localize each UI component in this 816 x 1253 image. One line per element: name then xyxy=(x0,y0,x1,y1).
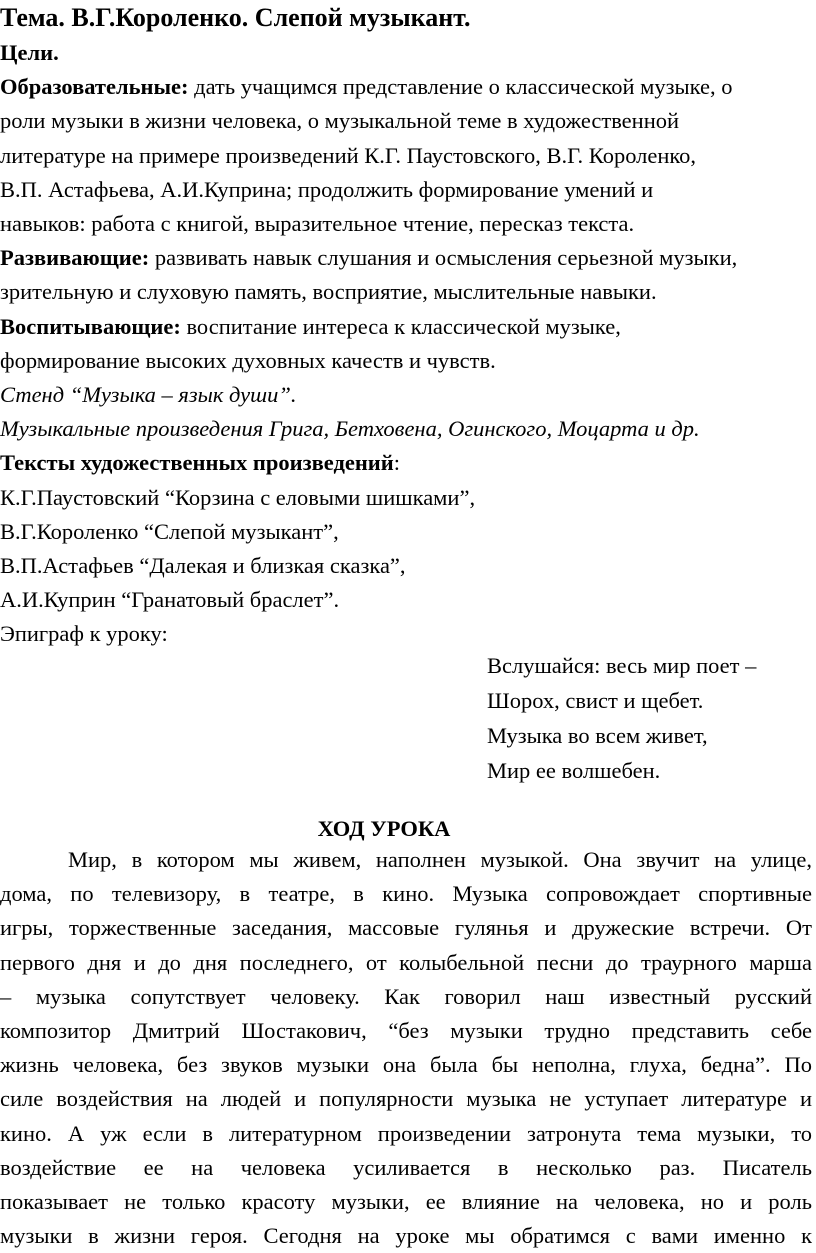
lesson-heading: ХОД УРОКА xyxy=(317,816,451,841)
texts-heading xyxy=(0,446,812,480)
upb-goal-text: воспитание интереса к классической музыке, xyxy=(180,313,621,339)
dev-goal-label: Развивающие: xyxy=(0,245,150,271)
dev-goal-text: развивать навык слушания и осмысления серьезной музыки, xyxy=(149,245,738,271)
body-line: Мир, в котором мы живем, наполнен музыкой. Она звучит на улице, xyxy=(68,847,812,872)
upb-goal-label: Воспитывающие: xyxy=(0,313,181,339)
work-item: В.П.Астафьев “Далекая и близкая сказка”, xyxy=(0,553,406,579)
epigraph-line: Шорох, свист и щебет. xyxy=(487,688,704,713)
upb-goal-line-2: формирование высоких духовных качеств и чувств. xyxy=(0,347,496,373)
equipment-stand: Стенд “Музыка – язык души”. xyxy=(0,382,297,408)
lesson-body xyxy=(0,843,812,1253)
work-item: К.Г.Паустовский “Корзина с еловыми шишками”, xyxy=(0,484,476,510)
epigraph-label: Эпиграф к уроку: xyxy=(0,621,168,647)
epigraph-line: Музыка во всем живет, xyxy=(487,723,708,748)
texts-colon: : xyxy=(393,450,400,476)
work-item: А.И.Куприн “Гранатовый браслет”. xyxy=(0,587,340,613)
body-line: игры, торжественные заседания, массовые гулянья и дружеские встречи. От xyxy=(0,915,812,941)
body-line: кино. А уж если в литературном произведении затронута тема музыки, то xyxy=(0,1120,812,1146)
epigraph-poem xyxy=(487,648,756,788)
body-line: – музыка сопутствует человеку. Как говорил наш известный русский xyxy=(0,983,812,1009)
edu-goal-text: дать учащимся представление о классической музыке, о xyxy=(188,74,733,100)
goals-label: Цели. xyxy=(0,40,59,65)
body-line: композитор Дмитрий Шостакович, “без музыки трудно представить себе xyxy=(0,1017,812,1043)
epigraph-line: Мир ее волшебен. xyxy=(487,758,661,783)
equipment-music: Музыкальные произведения Грига, Бетховена, Огинского, Моцарта и др. xyxy=(0,416,700,442)
edu-goal-line-4: В.П. Астафьева, А.И.Куприна; продолжить формирование умений и xyxy=(0,176,654,202)
edu-goal-label: Образовательные: xyxy=(0,74,189,100)
body-line: музыки в жизни героя. Сегодня на уроке мы обратимся с вами именно к xyxy=(0,1223,812,1249)
body-line: первого дня и до дня последнего, от колыбельной песни до траурного марша xyxy=(0,949,812,975)
edu-goal-line-5: навыков: работа с книгой, выразительное чтение, пересказ текста. xyxy=(0,211,635,237)
body-line: жизнь человека, без звуков музыки она была бы неполна, глуха, бедна”. По xyxy=(0,1052,812,1078)
body-line: показывает не только красоту музыки, ее влияние на человека, но и роль xyxy=(0,1188,812,1214)
dev-goal-line-1 xyxy=(0,241,812,275)
edu-goal-line-1 xyxy=(0,70,812,104)
goals-section xyxy=(0,36,812,652)
epigraph-line: Вслушайся: весь мир поет – xyxy=(487,653,757,678)
edu-goal-line-3: литературе на примере произведений К.Г. Паустовского, В.Г. Короленко, xyxy=(0,142,697,168)
lesson-title: Тема. В.Г.Короленко. Слепой музыкант. xyxy=(0,3,471,32)
upb-goal-line-1 xyxy=(0,310,812,344)
body-line: воздействие ее на человека усиливается в несколько раз. Писатель xyxy=(0,1154,812,1180)
work-item: В.Г.Короленко “Слепой музыкант”, xyxy=(0,518,339,544)
edu-goal-line-2: роли музыки в жизни человека, о музыкальной теме в художественной xyxy=(0,108,680,134)
texts-label: Тексты художественных произведений xyxy=(0,450,394,476)
dev-goal-line-2: зрительную и слуховую память, восприятие, мыслительные навыки. xyxy=(0,279,657,305)
body-line: дома, по телевизору, в театре, в кино. Музыка сопровождает спортивные xyxy=(0,881,812,907)
body-line: силе воздействия на людей и популярности музыка не уступает литературе и xyxy=(0,1086,812,1112)
